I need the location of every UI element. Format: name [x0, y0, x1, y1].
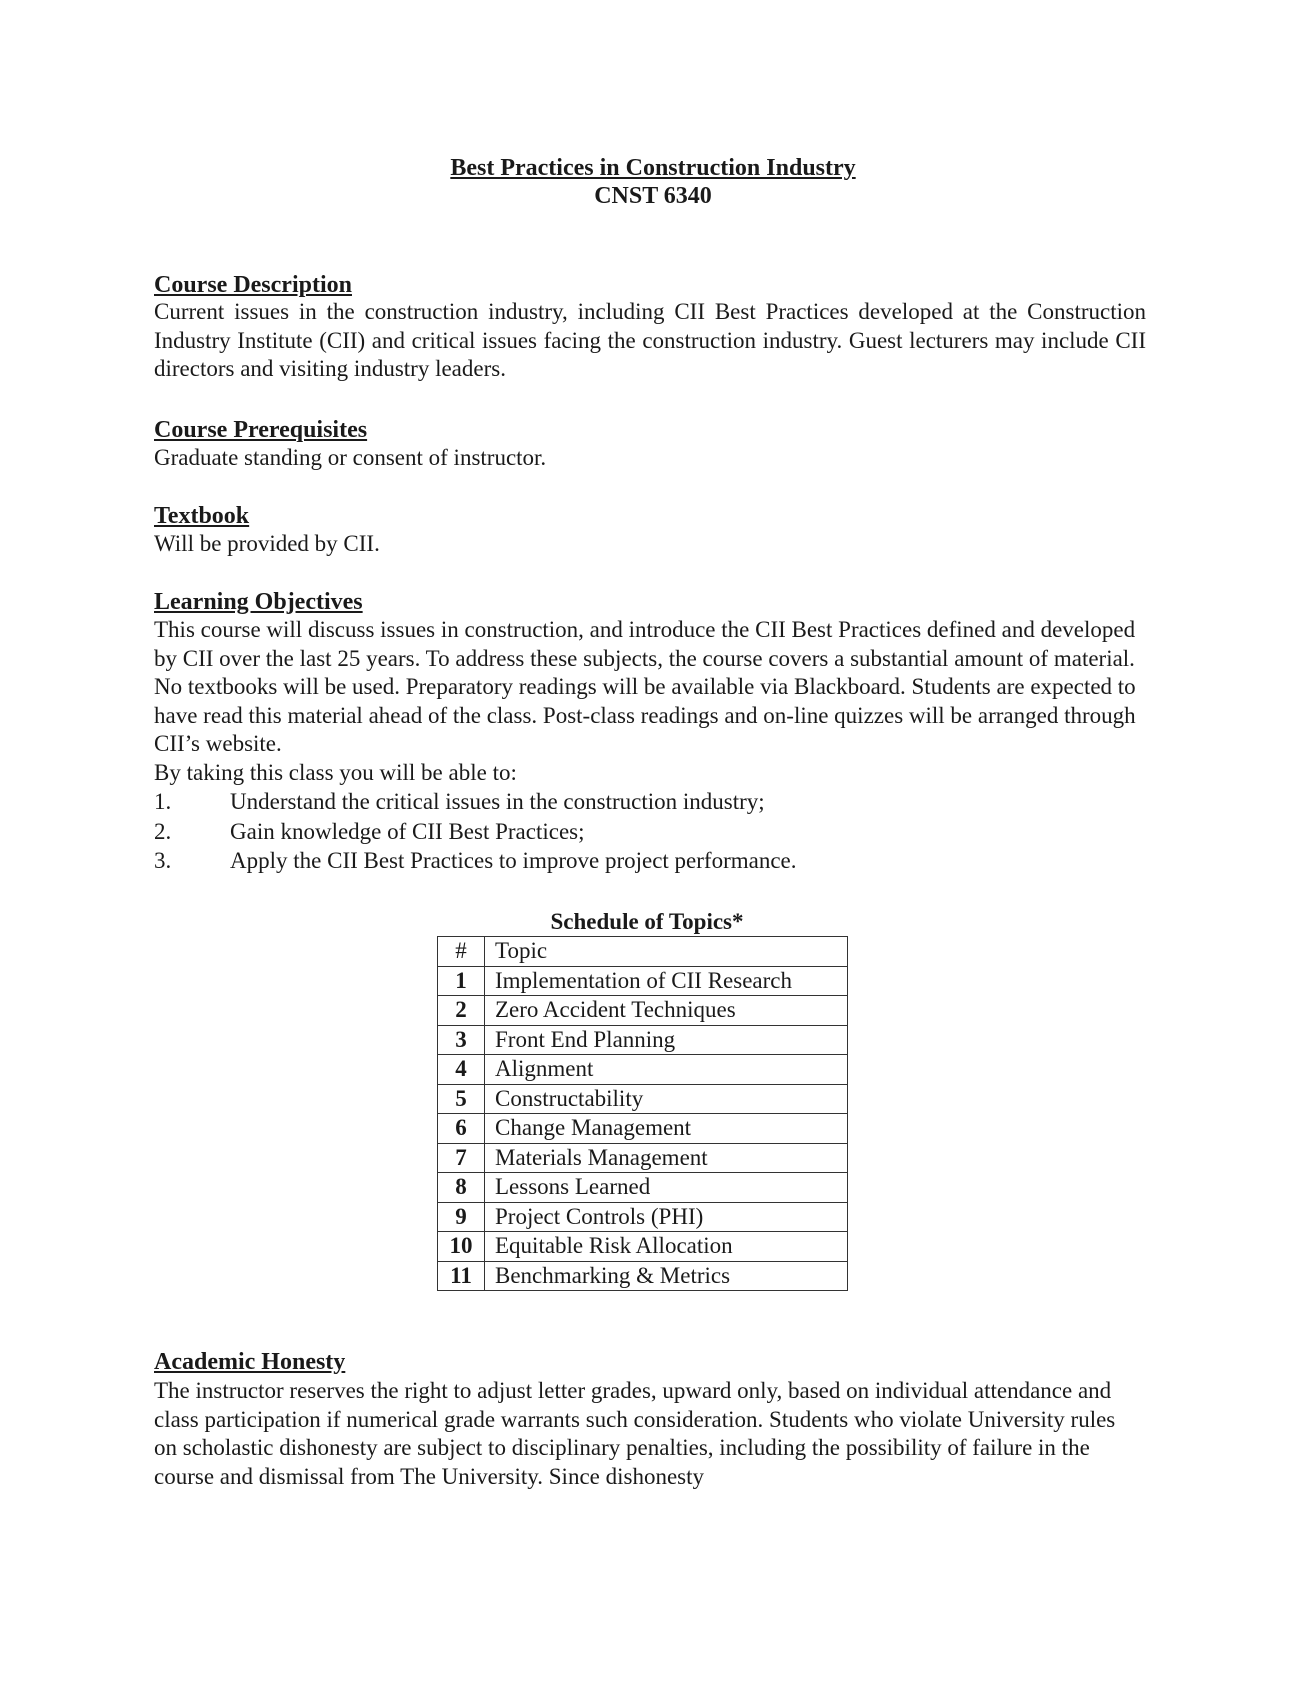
table-row: [438, 1025, 848, 1055]
topic-name: Benchmarking & Metrics: [485, 1261, 848, 1291]
schedule-title: Schedule of Topics*: [550, 909, 744, 934]
list-item-number: 3.: [154, 848, 172, 873]
table-header-row: [438, 937, 848, 967]
topic-number: 10: [438, 1232, 485, 1262]
table-row: [438, 1202, 848, 1232]
list-item-text: Apply the CII Best Practices to improve project performance.: [230, 848, 797, 873]
list-item-text: Gain knowledge of CII Best Practices;: [230, 818, 585, 844]
list-item-number: 2.: [154, 818, 172, 844]
course-prerequisites-text: Graduate standing or consent of instructor.: [154, 445, 547, 470]
list-item-number: 1.: [154, 789, 172, 814]
topic-number: 2: [438, 996, 485, 1026]
academic-honesty-heading: Academic Honesty: [154, 1349, 346, 1375]
learning-objectives-text: This course will discuss issues in construction, and introduce the CII Best Practices defined and developed by CII over the last 25 years. To address these subjects, the course covers a substantial amount of material. No textbooks will be used. Preparatory readings will be available via Blackboard. Students are expected to have read this material ahead of the class. Post-class readings and on-line quizzes will be arranged through CII’s website.: [154, 617, 1136, 756]
topic-number: 6: [438, 1114, 485, 1144]
topic-name: Front End Planning: [485, 1025, 848, 1055]
learning-objectives-heading: Learning Objectives: [154, 589, 363, 615]
objectives-list: [154, 787, 797, 876]
topic-name: Materials Management: [485, 1143, 848, 1173]
topic-number: 5: [438, 1084, 485, 1114]
topic-name: Change Management: [485, 1114, 848, 1144]
table-row: [438, 1261, 848, 1291]
table-row: [438, 1143, 848, 1173]
topic-name: Constructability: [485, 1084, 848, 1114]
topic-number: 1: [438, 966, 485, 996]
column-header-number: #: [438, 937, 485, 967]
topic-name: Lessons Learned: [485, 1173, 848, 1203]
textbook-text: Will be provided by CII.: [154, 531, 380, 556]
table-row: [438, 1084, 848, 1114]
academic-honesty-text: The instructor reserves the right to adjust letter grades, upward only, based on individual attendance and class participation if numerical grade warrants such consideration. Students who violate University rules on scholastic dishonesty are subject to disciplinary penalties, including the possibility of failure in the course and dismissal from The University. Since dishonesty: [154, 1378, 1116, 1489]
document-title: Best Practices in Construction Industry: [450, 155, 856, 181]
topic-name: Alignment: [485, 1055, 848, 1085]
course-prerequisites-heading: Course Prerequisites: [154, 417, 368, 443]
topic-name: Implementation of CII Research: [485, 966, 848, 996]
table-row: [438, 966, 848, 996]
list-item: [154, 817, 797, 847]
list-item: [154, 846, 797, 876]
topic-number: 8: [438, 1173, 485, 1203]
topic-number: 7: [438, 1143, 485, 1173]
table-row: [438, 996, 848, 1026]
topic-number: 4: [438, 1055, 485, 1085]
topic-name: Equitable Risk Allocation: [485, 1232, 848, 1262]
table-row: [438, 1055, 848, 1085]
list-item: [154, 787, 797, 817]
column-header-topic: Topic: [485, 937, 848, 967]
table-row: [438, 1173, 848, 1203]
topic-number: 11: [438, 1261, 485, 1291]
table-row: [438, 1114, 848, 1144]
topic-name: Zero Accident Techniques: [485, 996, 848, 1026]
schedule-table: [437, 936, 848, 1291]
topic-name: Project Controls (PHI): [485, 1202, 848, 1232]
textbook-heading: Textbook: [154, 503, 250, 529]
list-item-text: Understand the critical issues in the construction industry;: [230, 789, 765, 814]
topic-number: 9: [438, 1202, 485, 1232]
course-description-text: Current issues in the construction industry, including CII Best Practices developed at the Construction Industry Institute (CII) and critical issues facing the construction industry. Guest lecturers may include CII directors and visiting industry leaders.: [154, 299, 1146, 381]
course-code: CNST 6340: [594, 183, 712, 209]
learning-objectives-intro: By taking this class you will be able to:: [154, 760, 517, 785]
topic-number: 3: [438, 1025, 485, 1055]
course-description-heading: Course Description: [154, 272, 352, 298]
table-row: [438, 1232, 848, 1262]
